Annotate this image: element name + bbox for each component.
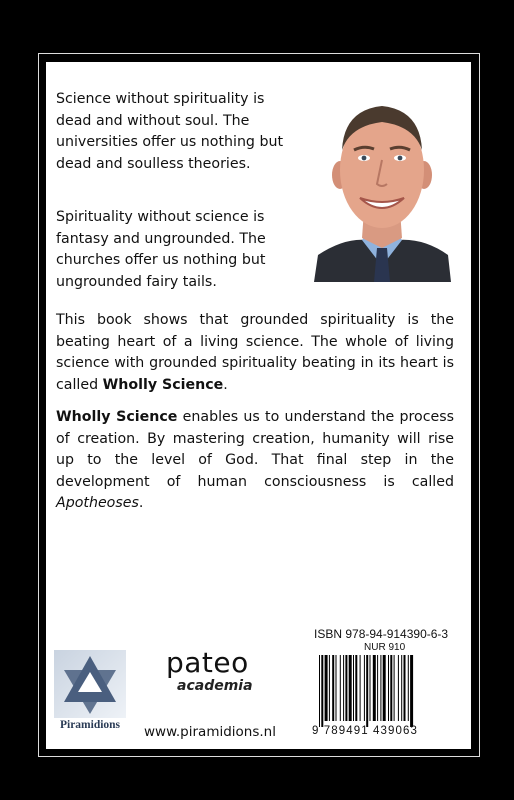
barcode-bar: [329, 655, 330, 721]
barcode-bar: [370, 655, 371, 721]
barcode-bar: [401, 655, 402, 721]
barcode-bar: [373, 655, 376, 721]
barcode-bar: [355, 655, 357, 721]
barcode-bar: [404, 655, 406, 721]
barcode-bar: [343, 655, 344, 721]
barcode-bar: [390, 655, 392, 721]
barcode-bar: [364, 655, 365, 721]
intro-science-text: Science without spirituality is dead and without soul. The universities offer us nothing but dead and soulless theories.: [56, 91, 284, 172]
isbn-barcode: [317, 655, 448, 727]
barcode-bar: [345, 655, 347, 721]
academia-logo-text: academia: [177, 678, 253, 694]
barcode-bar: [398, 655, 399, 721]
creation-paragraph: Wholly Science enables us to understand the process of creation. By mastering creation, humanity will rise up to the level of God. That final step in the development of human consciousness is called Apotheoses.: [56, 409, 455, 511]
wholly-science-emphasis: Wholly Science: [56, 409, 178, 425]
book-summary-paragraph: This book shows that grounded spirituality is the beating heart of a living science. The whole of living science with grounded spirituality beating in its heart is called Wholly Science.: [56, 312, 454, 393]
wholly-science-emphasis: Wholly Science: [102, 376, 224, 393]
isbn-number: ISBN 978-94-914390-6-3: [314, 627, 449, 641]
barcode-bar: [410, 655, 413, 727]
barcode-bar: [349, 655, 352, 721]
barcode-bar: [340, 655, 341, 721]
barcode-bar: [388, 655, 389, 721]
barcode-bar: [319, 655, 320, 727]
publisher-name: Piramidions: [59, 719, 121, 731]
barcode-bar: [353, 655, 354, 721]
back-cover-panel: [46, 62, 471, 749]
barcode-bar: [408, 655, 409, 721]
intro-spirituality-text: Spirituality without science is fantasy and ungrounded. The churches offer us nothing but ungrounded fairy tails.: [56, 209, 266, 290]
barcode-bar: [377, 655, 378, 721]
barcode-bar: [380, 655, 381, 721]
barcode-digits: 9 789491 439063: [312, 725, 419, 737]
barcode-bar: [360, 655, 361, 721]
pateo-logo-text: pateo: [166, 646, 249, 679]
author-portrait: [314, 90, 451, 282]
barcode-bar: [321, 655, 323, 727]
barcode-bar: [325, 655, 328, 721]
barcode-bar: [332, 655, 334, 721]
apotheoses-emphasis: Apotheoses: [56, 495, 139, 511]
barcode-bar: [394, 655, 395, 721]
barcode-bar: [383, 655, 386, 721]
nur-code: NUR 910: [364, 642, 406, 653]
barcode-bar: [336, 655, 337, 721]
website-url: www.piramidions.nl: [144, 724, 276, 740]
barcode-bar: [366, 655, 368, 727]
